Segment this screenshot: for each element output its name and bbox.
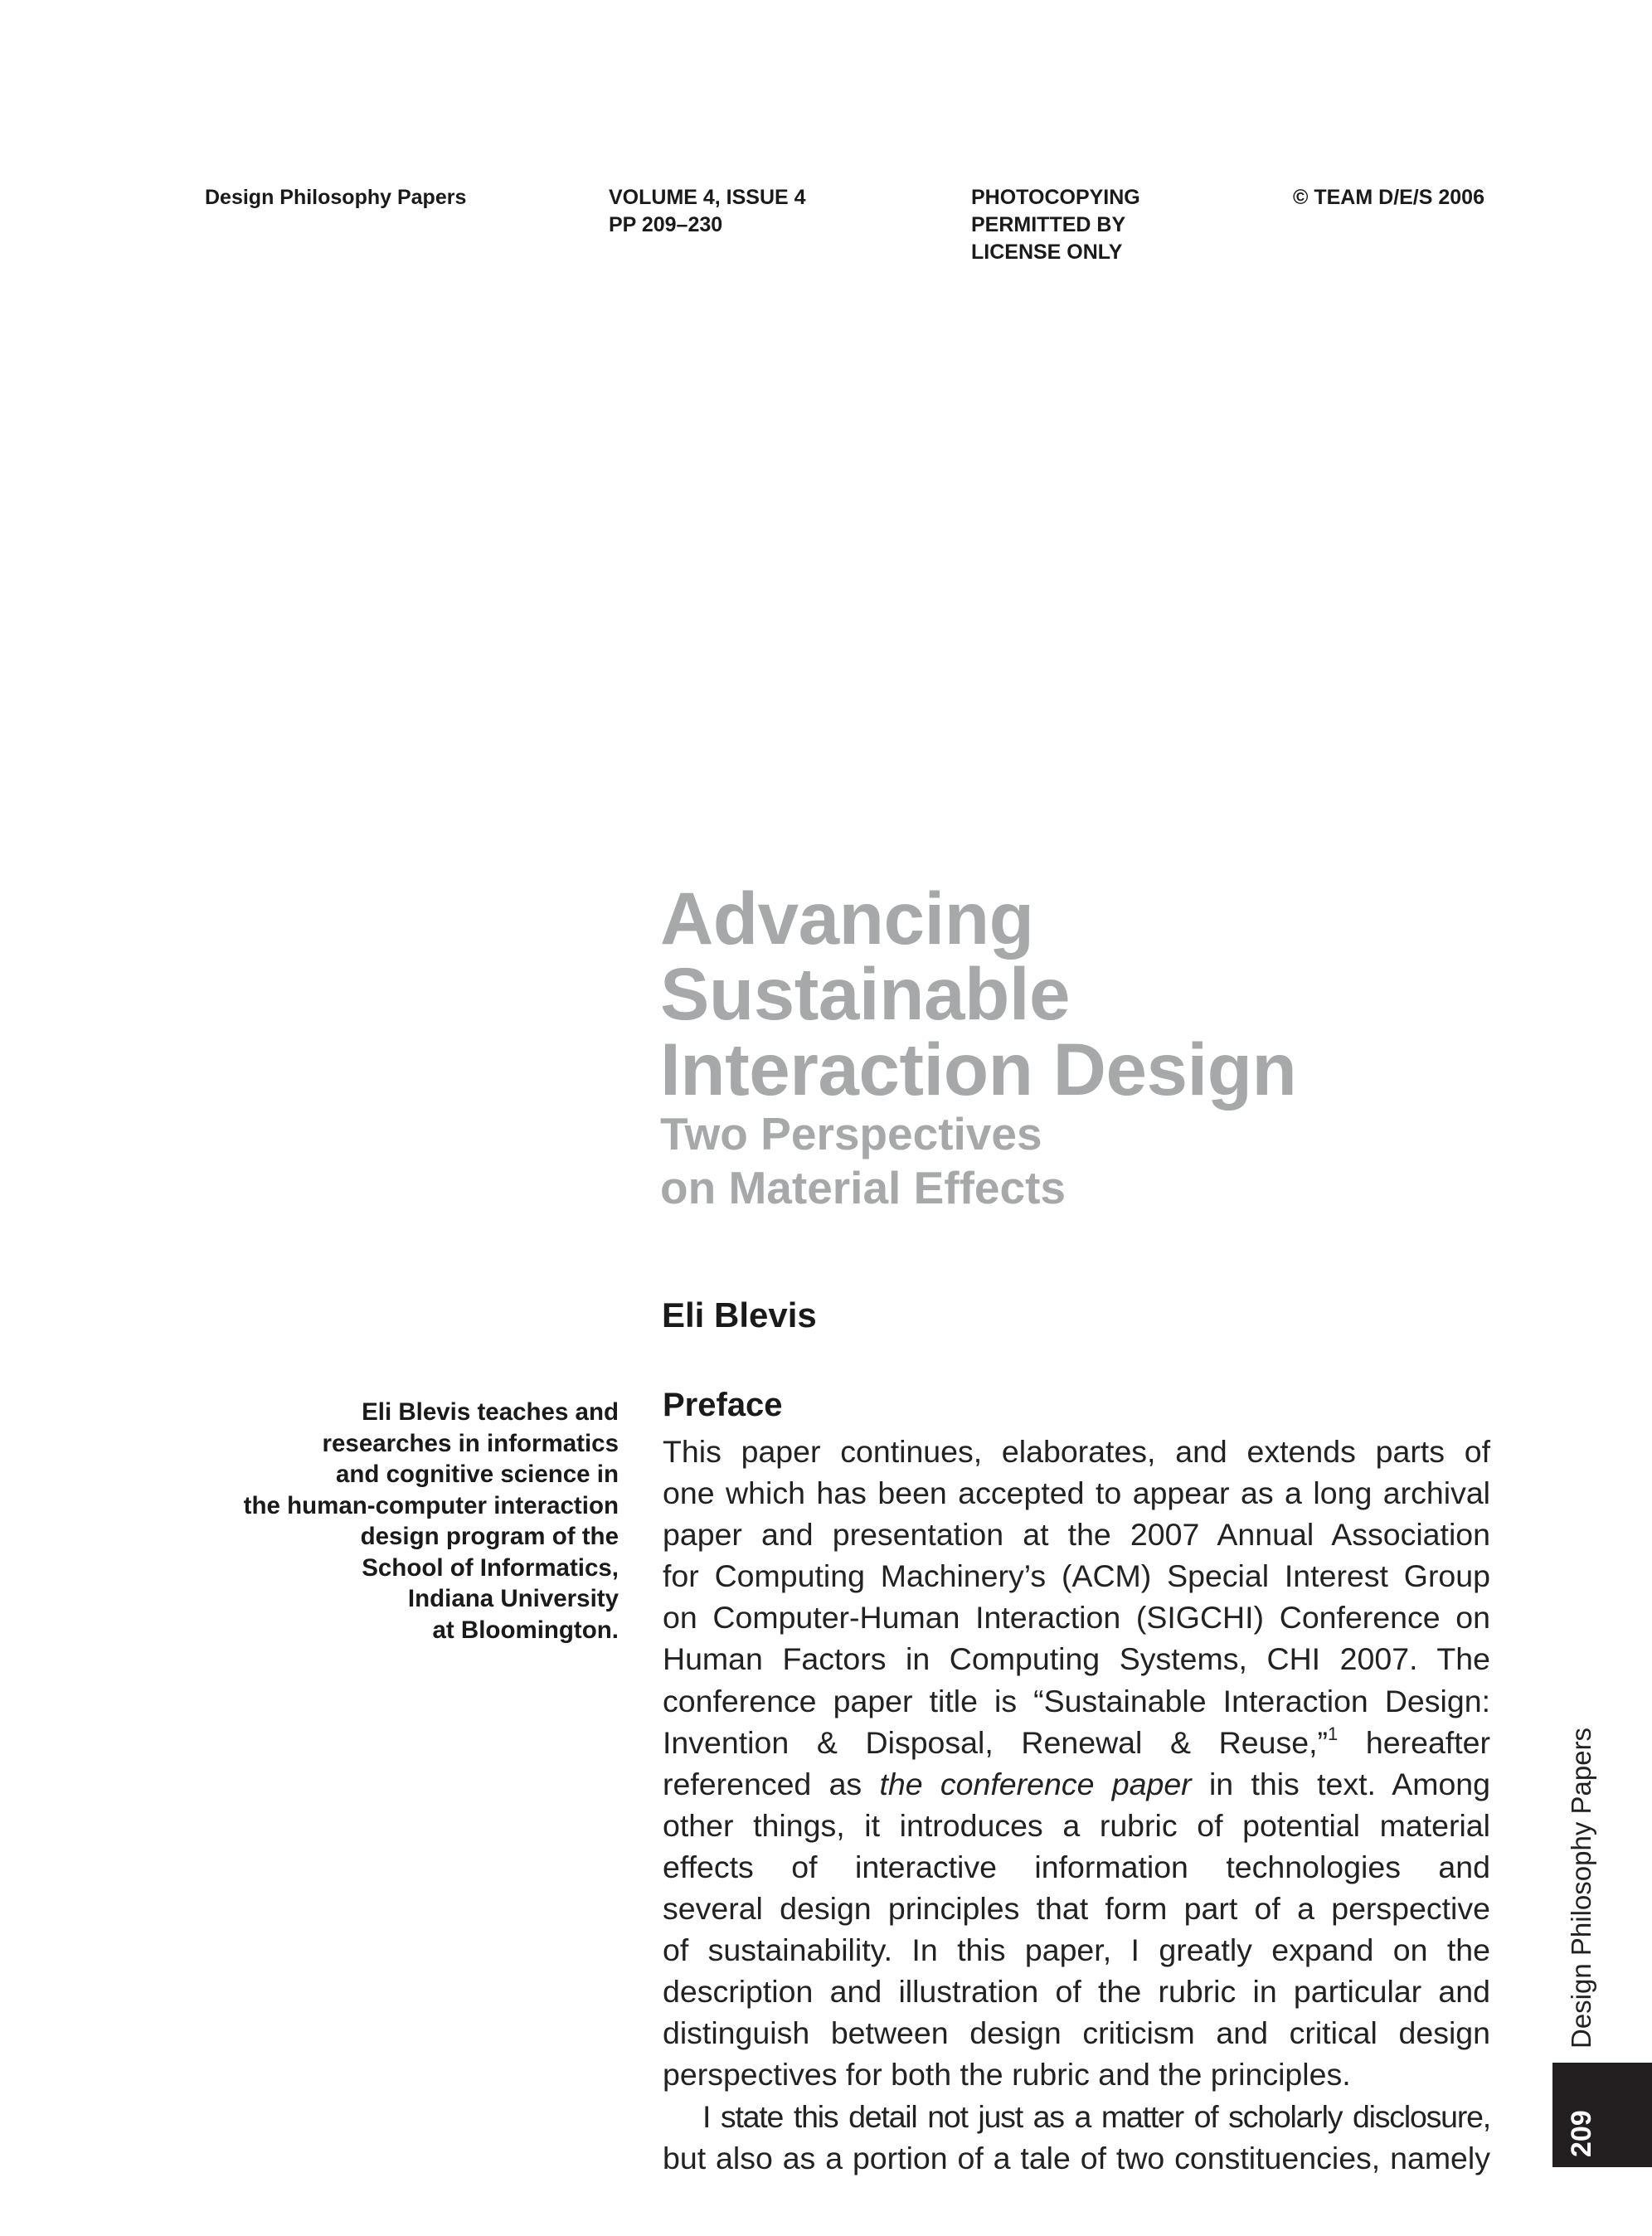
bio-line: Indiana University	[407, 1585, 619, 1612]
bio-line: Eli Blevis teaches and	[362, 1398, 619, 1426]
text-run: Human Factors in Computing Systems, CHI 2007. The	[663, 1641, 1490, 1677]
paper-title	[660, 877, 1297, 1215]
footnote-marker: 1	[1327, 1723, 1339, 1744]
body-line	[663, 2096, 1490, 2137]
body-line	[663, 1763, 1490, 1805]
bio-line: School of Informatics,	[362, 1553, 619, 1582]
text-run: other things, it introduces a rubric of potential material	[663, 1807, 1490, 1843]
text-run: referenced as	[663, 1766, 880, 1801]
body-line	[663, 1846, 1490, 1888]
title-line: Advancing	[660, 877, 1034, 960]
text-run: conference paper title is “Sustainable Interaction Design:	[663, 1683, 1490, 1718]
body-line	[663, 2137, 1490, 2179]
body-line	[663, 1431, 1490, 1472]
bio-line: and cognitive science in	[336, 1461, 619, 1488]
volume-issue: VOLUME 4, ISSUE 4	[609, 186, 806, 209]
text-run: distinguish between design criticism and critical design	[663, 2015, 1490, 2051]
license-line: PERMITTED BY	[971, 213, 1126, 236]
body-line	[663, 1805, 1490, 1846]
running-header-copyright	[1293, 184, 1484, 211]
body-line	[663, 1680, 1490, 1722]
text-run: one which has been accepted to appear as a long archival	[663, 1475, 1490, 1511]
license-line: LICENSE ONLY	[971, 241, 1123, 264]
bio-line: researches in informatics	[322, 1429, 619, 1457]
bio-line: the human-computer interaction	[243, 1491, 619, 1519]
title-line: Interaction Design	[660, 1028, 1297, 1111]
text-run: I state this detail not just as a matter of scholarly disclosure,	[702, 2098, 1490, 2134]
body-line	[663, 2012, 1490, 2054]
body-line	[663, 1555, 1490, 1597]
text-run: several design principles that form part of a perspective	[663, 1891, 1490, 1927]
text-run: perspectives for both the rubric and the principles.	[663, 2057, 1351, 2093]
text-run: but also as a portion of a tale of two constituencies, namely	[663, 2140, 1490, 2175]
body-line	[663, 1971, 1490, 2012]
body-line	[663, 1888, 1490, 1929]
bio-line: design program of the	[360, 1523, 619, 1550]
text-run: paper and presentation at the 2007 Annual Association	[663, 1517, 1490, 1553]
section-heading: Preface	[663, 1387, 783, 1423]
journal-name: Design Philosophy Papers	[205, 186, 467, 209]
text-run: in this text. Among	[1191, 1766, 1491, 1801]
body-line	[663, 1514, 1490, 1555]
body-line	[663, 1638, 1490, 1679]
side-journal-label: Design Philosophy Papers	[1566, 1727, 1596, 2049]
page-number: 209	[1566, 2110, 1597, 2157]
subtitle-line: on Material Effects	[660, 1162, 1067, 1213]
author-name: Eli Blevis	[662, 1295, 817, 1334]
body-line	[663, 1597, 1490, 1638]
italic-phrase: the conference paper	[879, 1766, 1192, 1801]
page-range: PP 209–230	[609, 213, 723, 236]
bio-line: at Bloomington.	[432, 1616, 619, 1644]
author-bio	[154, 1397, 619, 1645]
running-header-license	[971, 184, 1140, 266]
body-line	[663, 1722, 1490, 1763]
running-header-volume	[609, 184, 806, 239]
text-run: on Computer-Human Interaction (SIGCHI) Conference on	[663, 1600, 1490, 1636]
copyright: © TEAM D/E/S 2006	[1293, 186, 1484, 209]
text-run: This paper continues, elaborates, and extends parts of	[663, 1434, 1490, 1469]
text-run: description and illustration of the rubric in particular and	[663, 1974, 1490, 2010]
text-run: hereafter	[1338, 1724, 1490, 1760]
running-header-journal	[205, 184, 466, 211]
subtitle-line: Two Perspectives	[660, 1108, 1042, 1159]
text-run: of sustainability. In this paper, I greatly expand on the	[663, 1932, 1490, 1968]
body-text	[663, 1431, 1490, 2179]
body-line	[663, 1472, 1490, 1514]
body-line	[663, 2054, 1490, 2095]
body-line	[663, 1929, 1490, 1971]
text-run: Invention & Disposal, Renewal & Reuse,”	[663, 1724, 1328, 1760]
text-run: for Computing Machinery’s (ACM) Special Interest Group	[663, 1558, 1490, 1594]
title-line: Sustainable	[660, 952, 1071, 1035]
text-run: effects of interactive information technologies and	[663, 1849, 1490, 1884]
license-line: PHOTOCOPYING	[971, 186, 1140, 209]
